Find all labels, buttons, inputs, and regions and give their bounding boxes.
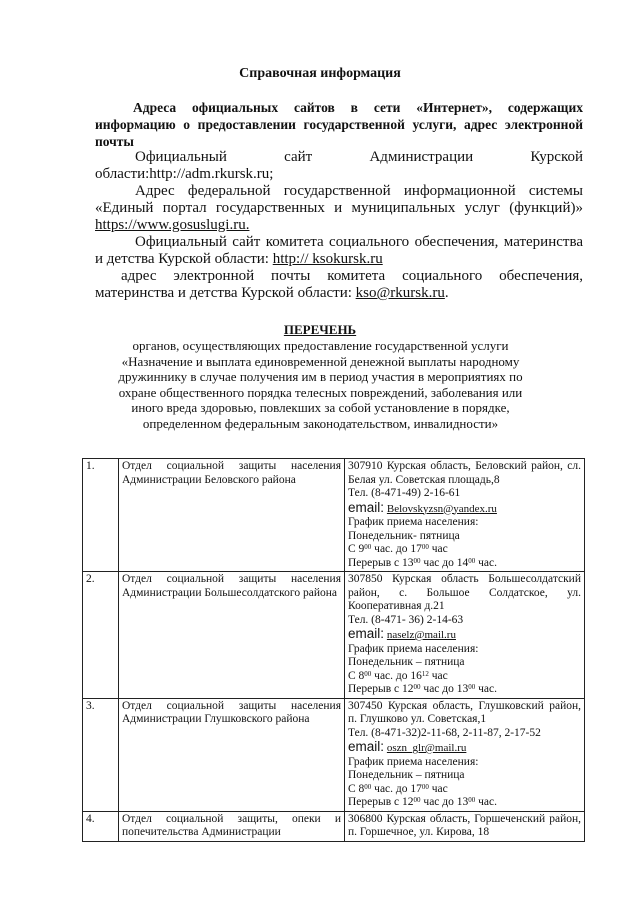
schedule-days: Понедельник- пятница [348,529,460,542]
work-hours: С $8^{00}$ час. до $16^{12}$ час [348,669,448,682]
org-name: Отдел социальной защиты населения Администрации Глушковского района [119,698,345,811]
org-address: 307850 Курская область Большесолдатский район, с. Большое Солдатское, ул. Кооперативная д.21 [348,573,581,612]
portal-link[interactable]: https://www.gosuslugi.ru. [95,217,250,233]
org-contacts [345,811,585,841]
table-row [83,698,585,811]
row-number: 4. [83,811,119,841]
email-label: email: [348,739,385,754]
org-address: 307450 Курская область, Глушковский район, п. Глушково ул. Советская,1 [348,699,581,725]
email-label: email: [348,626,385,641]
row-number: 2. [83,572,119,699]
org-contacts [345,459,585,572]
committee-link[interactable]: http:// ksokursk.ru [272,251,383,267]
table-row [83,811,585,841]
table-row [83,459,585,572]
row-number: 3. [83,698,119,811]
committee-email-link[interactable]: kso@rkursk.ru [355,285,445,301]
table-row [83,572,585,699]
org-address: 306800 Курская область, Горшеченский район, п. Горшечное, ул. Кирова, 18 [348,812,581,838]
org-name: Отдел социальной защиты населения Администрации Беловского района [119,459,345,572]
admin-site-paragraph: Официальный сайт Администрации Курской области:http://adm.rkursk.ru; [95,149,583,182]
list-description: органов, осуществляющих предоставление государственной услуги «Назначение и выплата единовременной денежной выплаты народному дружиннику в случае получения им в период участия в мероприятиях по охране общественного порядка телесных повреждений, заболевания или иного вреда здоровью, повлекших за собой установление в порядке, определенном федеральным законодательством, инвалидности» [118,338,523,431]
portal-paragraph: Адрес федеральной государственной информационной системы «Единый портал государственных и муниципальных услуг (функций)» https://www.gosuslugi.ru. [95,183,583,233]
org-phone: Тел. (8-471- 36) 2-14-63 [348,613,464,626]
org-email[interactable]: naselz@mail.ru [386,629,456,641]
org-email[interactable]: Belovskyzsn@yandex.ru [386,502,497,515]
org-name: Отдел социальной защиты, опеки и попечительства Администрации [119,811,345,841]
org-address: 307910 Курская область, Беловский район, сл. Белая ул. Советская площадь,8 [348,460,581,486]
page-title: Справочная информация [239,66,401,81]
break-hours: Перерыв с $12^{00}$ час до $13^{00}$ час. [348,683,497,695]
work-hours: С $9^{00}$ час. до $17^{00}$ час [348,543,448,555]
email-label: email: [348,499,385,515]
committee-site-paragraph: Официальный сайт комитета социального обеспечения, материнства и детства Курской области: http:// ksokursk.ru [95,234,583,267]
org-contacts [345,572,585,699]
schedule-days: Понедельник – пятница [348,769,465,781]
section-heading: Адреса официальных сайтов в сети «Интернет», содержащих информацию о предоставлении государственной услуги, адрес электронной почты [95,100,583,149]
org-email[interactable]: oszn_glr@mail.ru [386,742,467,754]
row-number: 1. [83,459,119,572]
break-hours: Перерыв с $13^{00}$ час до $14^{00}$ час. [348,556,497,569]
schedule-label: График приема населения: [348,642,479,655]
break-hours: Перерыв с $12^{00}$ час до $13^{00}$ час. [348,796,497,808]
org-contacts [345,698,585,811]
schedule-label: График приема населения: [348,755,479,768]
org-phone: Тел. (8-471-49) 2-16-61 [348,487,461,499]
schedule-label: График приема населения: [348,516,479,528]
email-paragraph: адрес электронной почты комитета социального обеспечения, материнства и детства Курской области: kso@rkursk.ru. [95,268,583,301]
org-phone: Тел. (8-471-32)2-11-68, 2-11-87, 2-17-52 [348,726,541,739]
list-title: ПЕРЕЧЕНЬ [283,322,357,337]
work-hours: С $8^{00}$ час. до $17^{00}$ час [348,782,448,795]
organizations-table [82,458,585,842]
org-name: Отдел социальной защиты населения Администрации Большесолдатского района [119,572,345,699]
schedule-days: Понедельник – пятница [348,656,465,668]
